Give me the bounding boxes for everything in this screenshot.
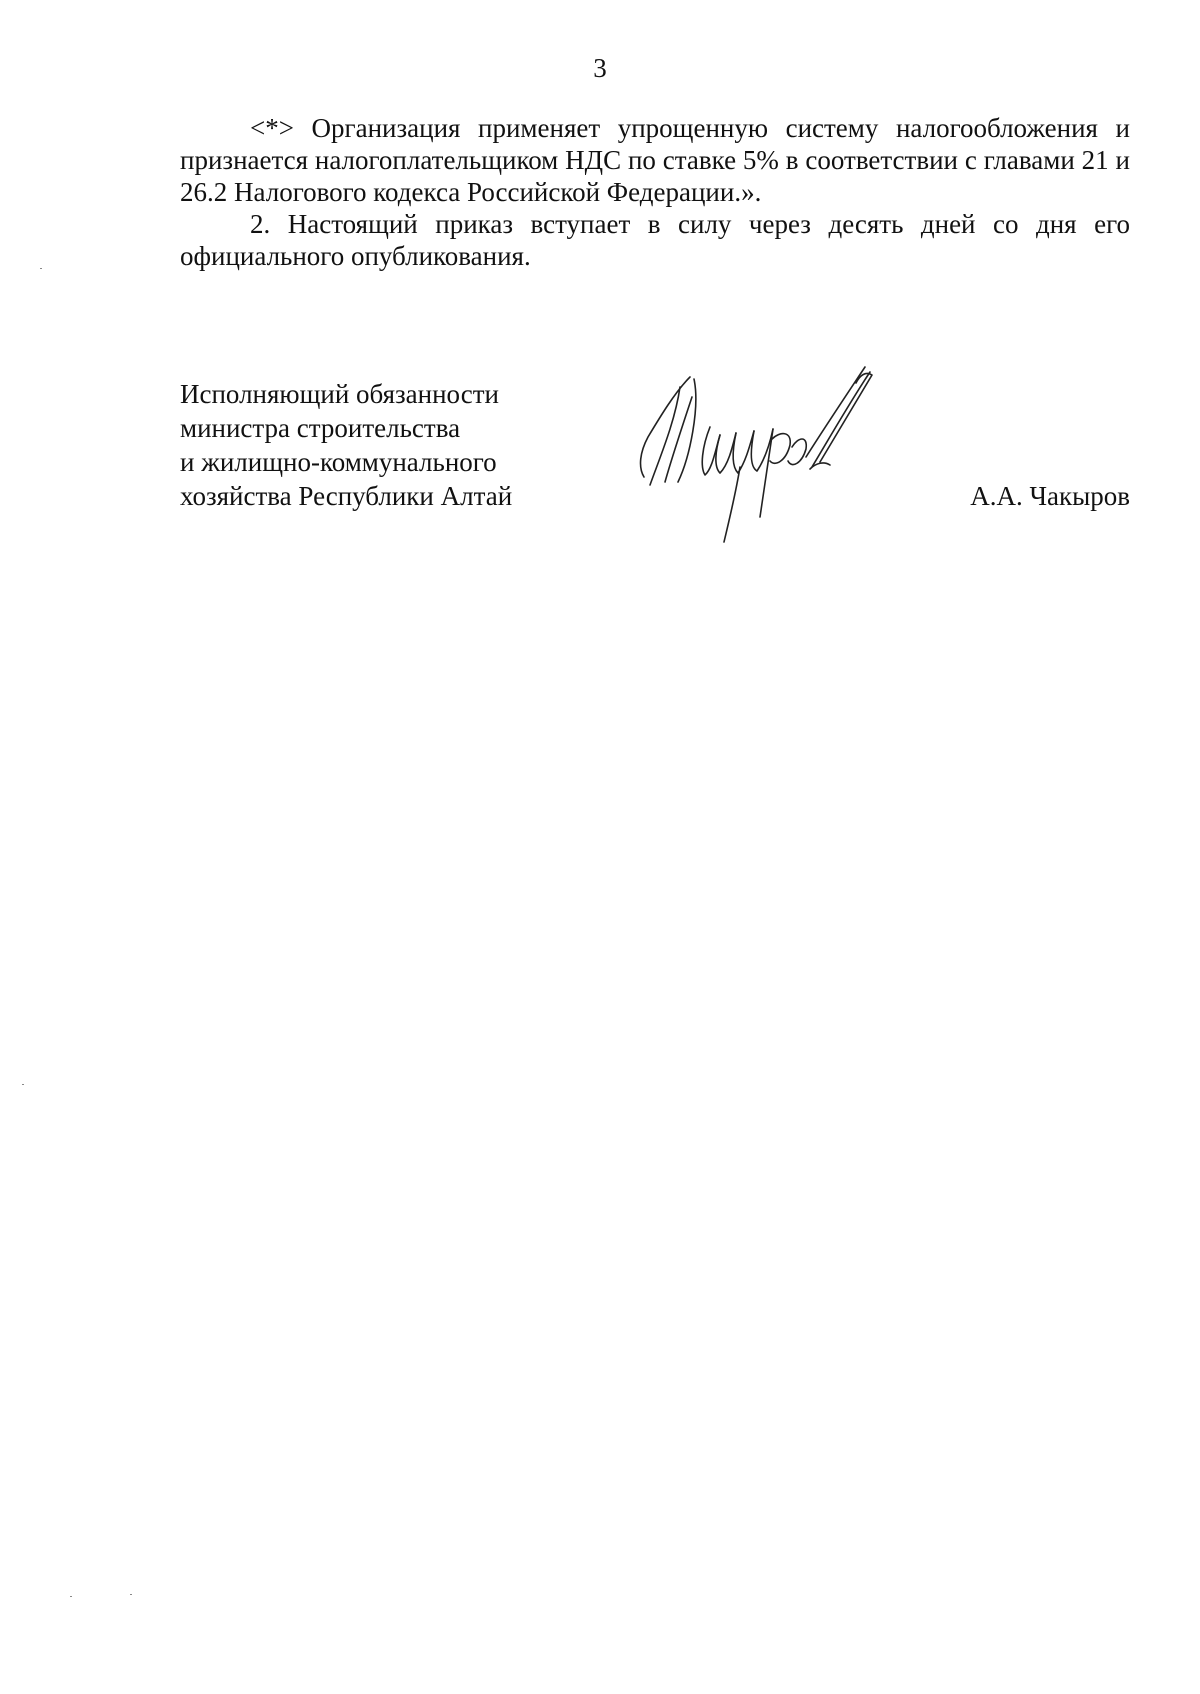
signature-block bbox=[180, 377, 1130, 537]
paragraph-effective-date: 2. Настоящий приказ вступает в силу через десять дней со дня его официального опубликования. bbox=[180, 209, 1130, 271]
signer-name: А.А. Чакыров bbox=[970, 481, 1130, 511]
scan-artifact bbox=[40, 268, 42, 269]
position-line: министра строительства bbox=[180, 413, 461, 443]
scan-artifact bbox=[70, 1596, 72, 1597]
position-line: хозяйства Республики Алтай bbox=[180, 481, 513, 511]
position-line: и жилищно-коммунального bbox=[180, 447, 497, 477]
page-number: 3 bbox=[593, 53, 607, 83]
scan-artifact bbox=[22, 1084, 24, 1085]
document-body bbox=[180, 112, 1130, 272]
scan-artifact bbox=[130, 1594, 132, 1595]
signer-position bbox=[180, 377, 512, 513]
handwritten-signature bbox=[620, 357, 890, 547]
paragraph-footnote: <*> Организация применяет упрощенную систему налогообложения и признается налогоплательщиком НДС по ставке 5% в соответствии с главами 21 и 26.2 Налогового кодекса Российской Федерации.». bbox=[180, 113, 1130, 207]
position-line: Исполняющий обязанности bbox=[180, 379, 499, 409]
